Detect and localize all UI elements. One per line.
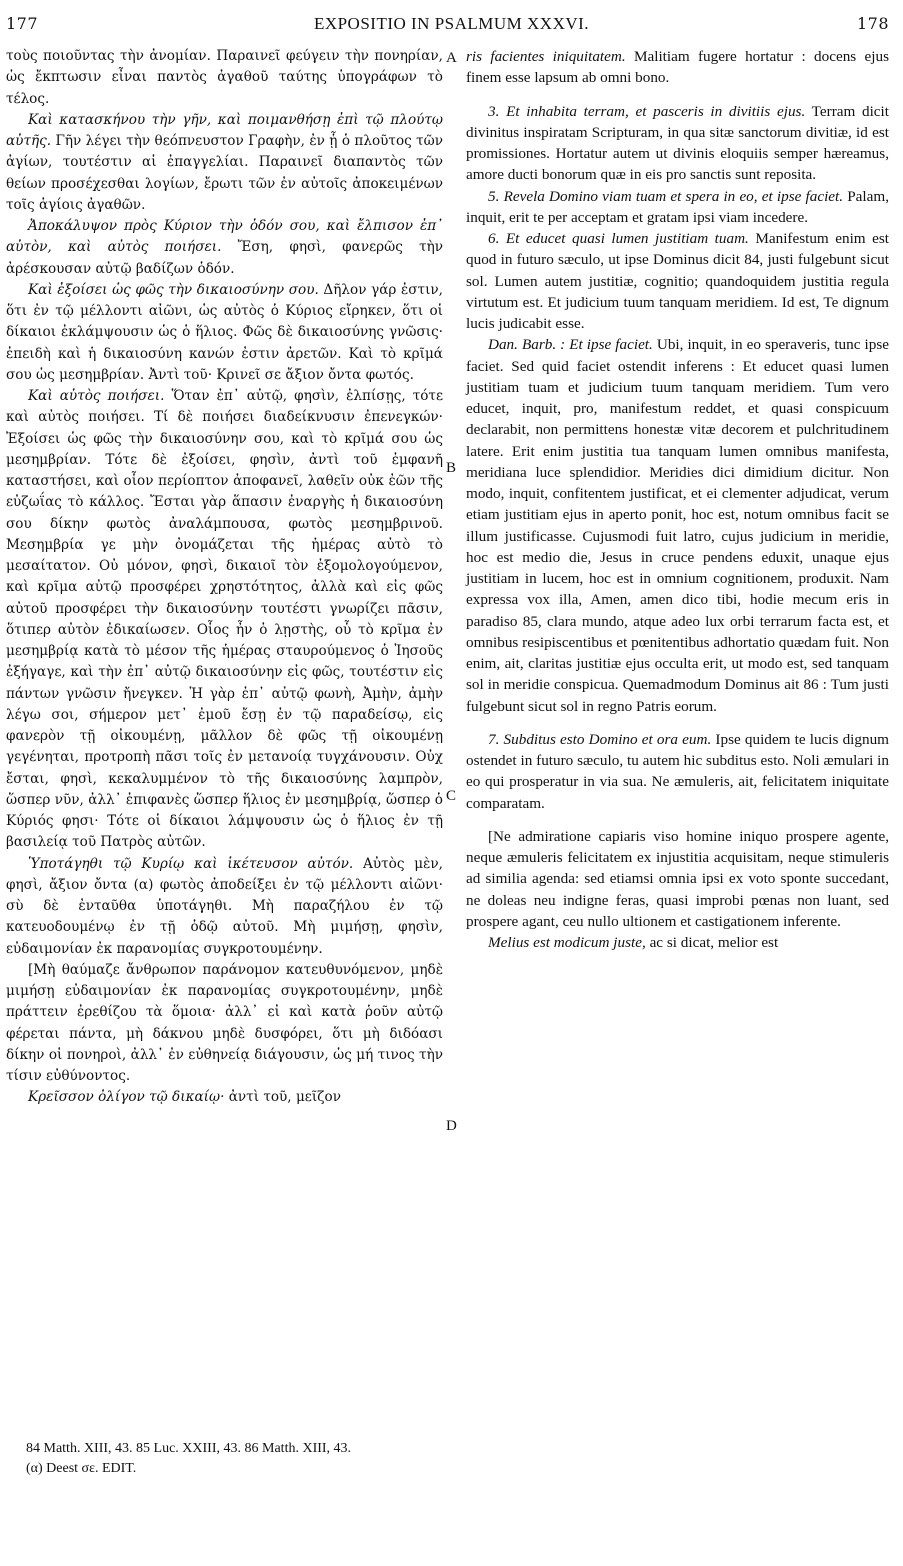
margin-letter-a: A — [446, 50, 457, 66]
latin-paragraph: 3. Et inhabita terram, et pasceris in divitiis ejus. Terram dicit divinitus inspiratam Scripturam, in qua sitæ sanctorum divitiæ, id est promissiones. Hortatur autem ut divinis eloquiis semper hæreamus, amore ducti bonorum quæ in eis pro sanctis sunt reposita. — [466, 102, 889, 184]
footnotes — [26, 1439, 446, 1479]
page-number-right: 178 — [856, 14, 889, 33]
greek-paragraph: Ὑποτάγηθι τῷ Κυρίῳ καὶ ἱκέτευσον αὐτόν. Αὐτὸς μὲν, φησὶ, ἄξιον ὄντα (α) φωτὸς ἀποδείξει ἐν τῷ μέλλοντι αἰῶνι· σὺ δὲ ἐνταῦθα ὑποτάγηθι. Μὴ παραζήλου ἐν τῷ κατευοδουμένῳ ἐν τῇ ὁδῷ αὐτοῦ. Μὴ μιμήσῃ, φησὶν, εὐδαιμονίαν ἐκ παρανομίας συγκροτουμένην. — [6, 855, 443, 957]
latin-column — [466, 46, 889, 953]
latin-paragraph: Melius est modicum juste, ac si dicat, melior est — [488, 934, 779, 951]
page-number-left: 177 — [6, 14, 39, 33]
greek-paragraph: Καὶ ἐξοίσει ὡς φῶς τὴν δικαιοσύνην σου. Δῆλον γάρ ἐστιν, ὅτι ἐν τῷ μέλλοντι αἰῶνι, ὡς αὐτὸς ὁ Κύριος εἴρηκεν, ὅτι οἱ δίκαιοι ἐκλάμψουσιν ὡς ὁ ἥλιος. Φῶς δὲ δικαιοσύνης γνῶσις· ἐπειδὴ καὶ ἡ δικαιοσύνη κανών ἐστιν ἀρετῶν. Καὶ τὸ κρῖμά σου ὡς μεσημβρίαν. Ἀντὶ τοῦ· Κρινεῖ σε ἄξιον ὄντα φωτός. — [6, 281, 443, 383]
latin-paragraph: [Ne admiratione capiaris viso homine iniquo prospere agente, neque æmuleris felicitatem ex injustitia acquisitam, neque stimuleris ad similia agenda: sed etiamsi omnia ipsi ex voto sponte succedant, ne doleas neu indigne feras, quasi improbi pœnas non luant, sed prospere agant, ceu nullo ultionem et castigationem inferente. — [466, 827, 889, 930]
greek-paragraph: Καὶ αὐτὸς ποιήσει. Ὅταν ἐπ᾽ αὐτῷ, φησὶν, ἐλπίσῃς, τότε καὶ αὐτὸς ποιήσει. Τί δὲ ποιήσει διαδείκνυσιν ἐπενεγκών· Ἐξοίσει ὡς φῶς τὴν δικαιοσύνην σου, καὶ τὸ κρῖμά σου ὡς μεσημβρίαν. Τότε δὲ ἐξοίσει, φησὶν, ἀντὶ τοῦ ἐμφανῆ καταστήσει, καὶ οἷον περίοπτον ἀποφανεῖ, λαθεῖν οὐκ ἐῶν τῆς εὐζωΐας τὸ κάλλος. Ἔσται γὰρ ἅπασιν ἐναργὴς ἡ δικαιοσύνη σου δίκην φωτὸς ἀναλάμπουσα, φωτὸς μεσημβρινοῦ. Μεσημβρία γε μὴν ὀνομάζεται τῆς ἡμέρας αὐτὸ τὸ μεσαίτατον. Οὐ μόνον, φησὶ, δικαιοῖ τὸν ἐξομολογούμενον, καὶ κρῖμα αὐτῷ προσφέρει χρηστότητος, ἀλλὰ καὶ εἰς φῶς αὐτοῦ προσφέρει τὴν δικαιοσύνην τουτέστι γνωρίζει πᾶσιν, ὅτιπερ αὐτὸν ἐδικαίωσεν. Οἷος ἦν ὁ λῃστὴς, οὗ τὸ κρῖμα ἐν μεσημβρίᾳ κατὰ τὸ μέσον τῆς ἡμέρας σταυρούμενος ὁ Ἰησοῦς ἐξήγαγε, καὶ τὴν ἐπ᾽ αὐτῷ δικαιοσύνην εἰς φῶς, τουτέστιν εἰς πάντων γνῶσιν ἤνεγκεν. Ἡ γὰρ ἐπ᾽ αὐτῷ φωνὴ, Ἀμὴν, ἀμὴν λέγω σοι, σήμερον μετ᾽ ἐμοῦ ἔσῃ ἐν τῷ παραδείσῳ, εἰς φανερὸν τῇ οἰκουμένῃ, μᾶλλον δὲ φῶς τῇ οἰκουμένῃ γεγένηται, προτροπὴ πᾶσι τοῖς ἐν μετανοίᾳ τυγχάνουσιν. Οὐχ ἔσται, φησὶ, κεκαλυμμένον τὸ τῆς δικαιοσύνης λαμπρὸν, ὥσπερ νῦν, ἀλλ᾽ ἐπιφανὲς ὥσπερ ἥλιος ἐν μεσημβρίᾳ, ὥσπερ ὁ Κύριός φησι· Τότε οἱ δίκαιοι λάμψουσιν ὡς ὁ ἥλιος ἐν τῇ βασιλείᾳ τοῦ Πατρὸς αὐτῶν. — [6, 388, 443, 851]
latin-paragraph: Dan. Barb. : Et ipse faciet. Ubi, inquit, in eo speraveris, tunc ipse faciet. Sed quid faciet ostendit inferens : Et educet quasi lumen justitiam tuam et judicium tuum tanquam meridiem. Tum vero educet, inquit, pro, manifestum reddet, et quasi conspicuum declarabit, non permittens honestæ vitæ decorem et pulchritudinem latere. Erit enim justitia tua tanquam lumen omnibus manifesta, meridiana luce splendidior. Meridies dici dimidium dicitur. Non modo, inquit, confitentem justificat, et ei clementer adjudicat, verum etiam justitiam ejus in aperto ponit, hoc est, notum omnibus facit se illum justificasse. Cujusmodi fuit latro, cujus judicium in meridie, hoc est medio die, Jesus in cruce pendens eduxit, unaque ejus justitiam in lucem, hoc est in omnium cognitionem, produxit. Nam expressa vox illa, Amen, amen dico tibi, hodie mecum eris in paradiso 85, clara mundo, atque adeo lux orbi terrarum facta est, et omnibus resipiscentibus et pœnitentibus adhortatio quædam fuit. Non enim, ait, claritas justitiæ ejus occulta erit, ut modo est, sed tanquam sol in meridie conspicua. Quemadmodum Dominus ait 86 : Tum justi fulgebunt sicut sol in regno Patris eorum. — [466, 336, 889, 715]
margin-letter-c: C — [446, 788, 457, 804]
footnote-references: 84 Matth. XIII, 43. 85 Luc. XXIII, 43. 86 Matth. XIII, 43. — [26, 1441, 352, 1456]
latin-paragraph: 6. Et educet quasi lumen justitiam tuam. Manifestum enim est quod in futuro sæculo, ut ipse Dominus dicit 84, justi fulgebunt sicut sol. Lumen autem justitiæ, cognitio; quandoquidem justitia regula virtutum est. Et judicium tuum tanquam meridiem. Id est, Te dignum lucis judicabit esse. — [466, 230, 889, 332]
running-title: EXPOSITIO IN PSALMUM XXXVI. — [313, 14, 590, 33]
latin-paragraph: 7. Subditus esto Domino et ora eum. Ipse quidem te lucis dignum ostendet in futuro sæculo, tu autem hic subditus esto. Noli æmulari in eo qui prosperatur in via sua. Ne æmuleris, ait, felicitatem iniquitate comparatam. — [466, 730, 889, 812]
greek-paragraph: [Μὴ θαύμαζε ἄνθρωπον παράνομον κατευθυνόμενον, μηδὲ μιμήσῃ εὐδαιμονίαν ἐκ παρανομίας συγκροτουμένην, μηδὲ πράττειν ἐρεθίζου τὰ ὅμοια· ἀλλ᾽ εἰ καὶ κατὰ ῥοῦν αὐτῷ φέρεται πάντα, μὴ δάκνου μηδὲ δυσφόρει, ὅτι μὴ διδόασι δίκην οἱ πονηροὶ, ἀλλ᾽ ἐν εὐθηνείᾳ διάγουσιν, ὡς μή τινος τὴν τίσιν εὐθύνοντος. — [6, 961, 443, 1084]
greek-paragraph: Κρεῖσσον ὀλίγον τῷ δικαίῳ· ἀντὶ τοῦ, μεῖζον — [28, 1089, 341, 1106]
margin-letter-b: B — [446, 460, 457, 476]
latin-paragraph: 5. Revela Domino viam tuam et spera in eo, et ipse faciet. Palam, inquit, erit te per acceptam et gratam ipsi viam incedere. — [466, 187, 889, 226]
margin-letter-d: D — [446, 1118, 457, 1134]
greek-paragraph: τοὺς ποιοῦντας τὴν ἀνομίαν. Παραινεῖ φεύγειν τὴν πονηρίαν, ὡς ἔκπτωσιν εἶναι παντὸς ἀγαθοῦ ταύτης ὑπογράφων τὸ τέλος. — [6, 48, 443, 107]
greek-paragraph: Ἀποκάλυψον πρὸς Κύριον τὴν ὁδόν σου, καὶ ἔλπισον ἐπ᾽ αὐτὸν, καὶ αὐτὸς ποιήσει. Ἔση, φησὶ, φανερῶς τὴν ἀρέσκουσαν αὐτῷ βαδίζων ὁδόν. — [6, 218, 443, 277]
greek-paragraph: Καὶ κατασκήνου τὴν γῆν, καὶ ποιμανθήσῃ ἐπὶ τῷ πλούτῳ αὐτῆς. Γῆν λέγει τὴν θεόπνευστον Γραφὴν, ἐν ᾗ ὁ πλοῦτος τῶν ἁγίων, τουτέστιν αἱ ἐπαγγελίαι. Παραινεῖ διαπαντὸς τῶν θείων προσέχεσθαι λογίων, ἔρωτι τῶν ἐν αὐτοῖς ἀποκειμένων τοῖς ἁγίοις ἀγαθῶν. — [6, 111, 443, 213]
latin-paragraph: ris facientes iniquitatem. Malitiam fugere hortatur : docens ejus finem esse lapsum ab omni bono. — [466, 48, 889, 87]
footnote-edit-note: (α) Deest σε. EDIT. — [26, 1461, 137, 1476]
page-header — [0, 14, 903, 44]
greek-column — [6, 46, 443, 1109]
